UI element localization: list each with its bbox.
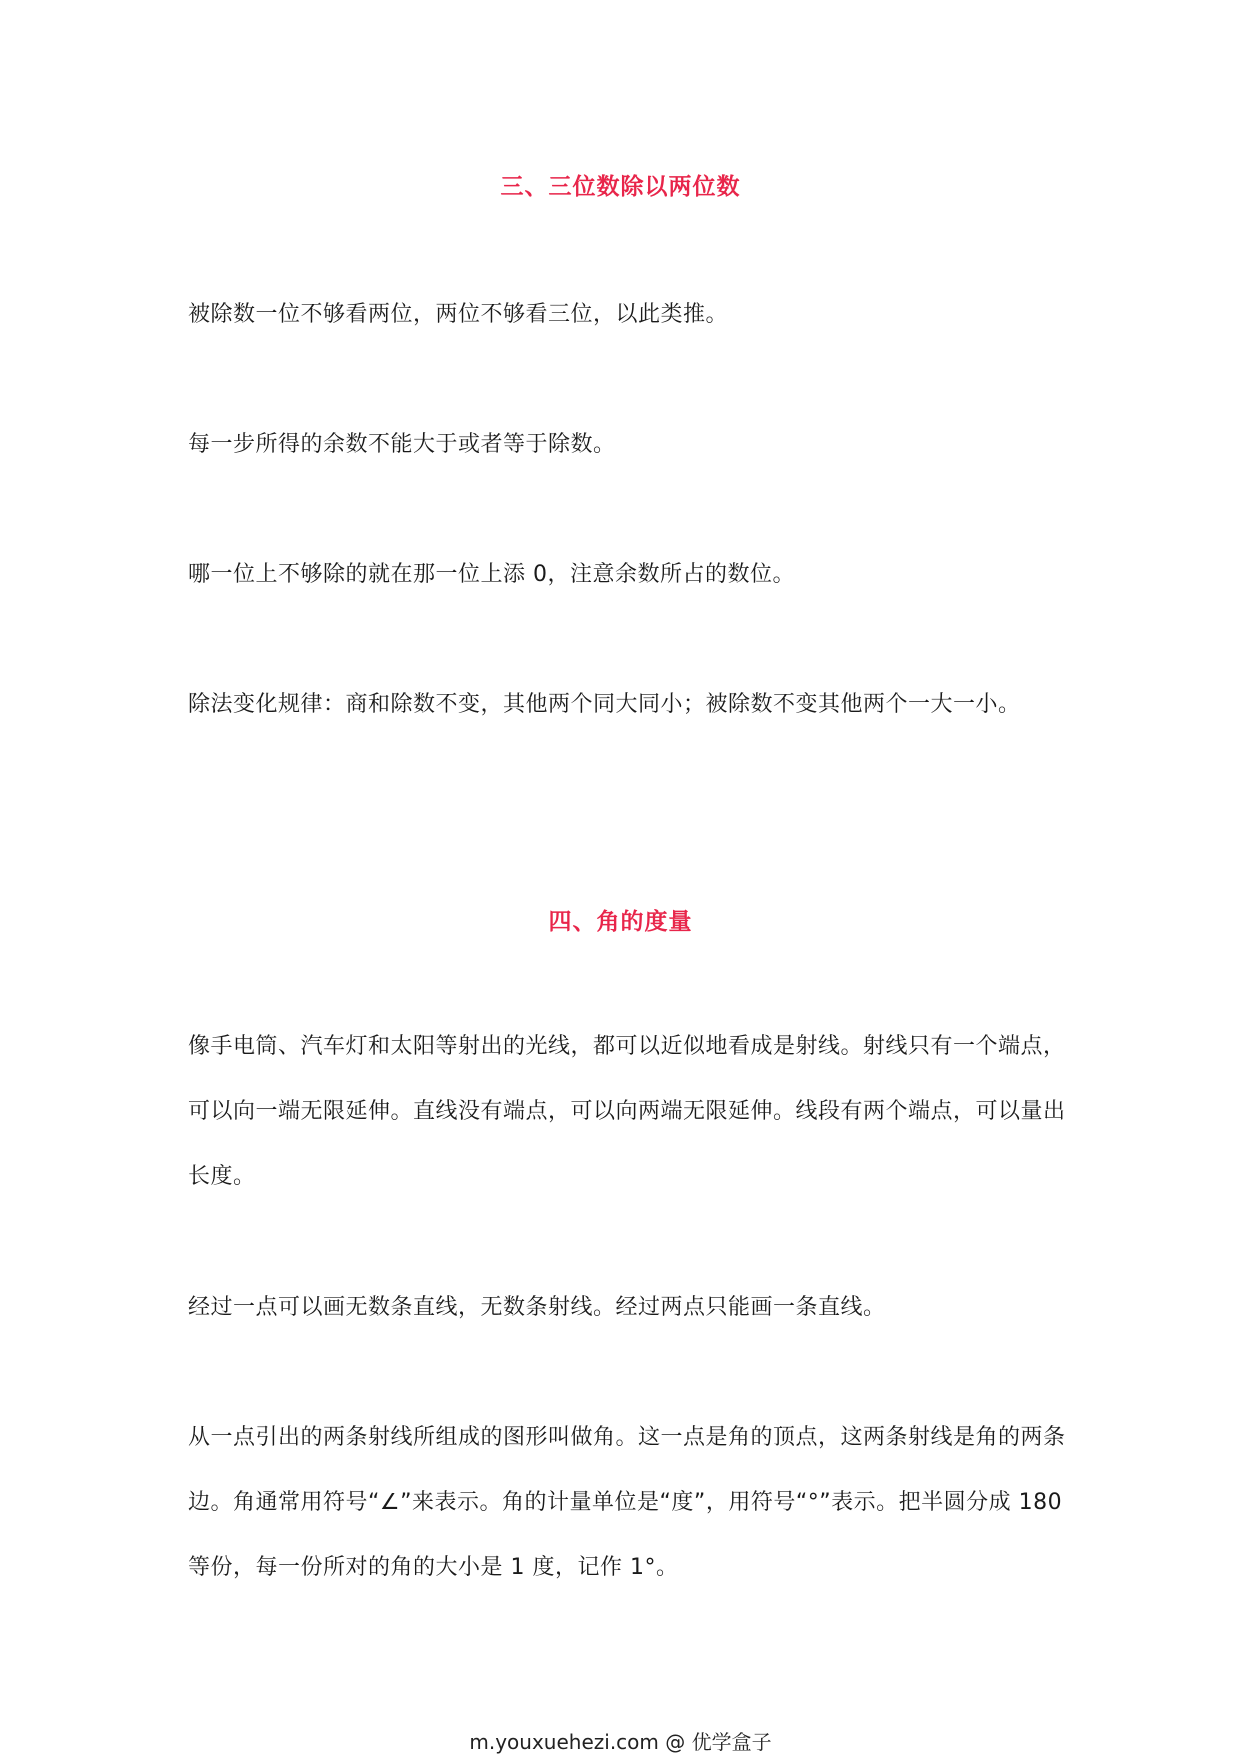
section-3-paragraph-3: 哪一位上不够除的就在那一位上添 0，注意余数所占的数位。 <box>188 562 795 587</box>
section-4-title: 四、角的度量 <box>548 909 693 935</box>
section-3-paragraph-1: 被除数一位不够看两位，两位不够看三位，以此类推。 <box>188 302 729 327</box>
section-3-paragraph-4: 除法变化规律：商和除数不变，其他两个同大同小；被除数不变其他两个一大一小。 <box>188 692 1021 717</box>
section-3-title: 三、三位数除以两位数 <box>500 174 741 200</box>
section-4-paragraph-3: 从一点引出的两条射线所组成的图形叫做角。这一点是角的顶点，这两条射线是角的两条边。角通常用符号“∠”来表示。角的计量单位是“度”，用符号“°”表示。把半圆分成 180 等份，每一份所对的角的大小是 1 度，记作 1°。 <box>188 1425 1066 1580</box>
footer-watermark: m.youxuehezi.com @ 优学盒子 <box>469 1730 772 1754</box>
section-3-paragraph-2: 每一步所得的余数不能大于或者等于除数。 <box>188 432 616 457</box>
section-4-paragraph-2: 经过一点可以画无数条直线，无数条射线。经过两点只能画一条直线。 <box>188 1295 886 1320</box>
section-4-paragraph-1: 像手电筒、汽车灯和太阳等射出的光线，都可以近似地看成是射线。射线只有一个端点，可以向一端无限延伸。直线没有端点，可以向两端无限延伸。线段有两个端点，可以量出长度。 <box>188 1034 1066 1189</box>
